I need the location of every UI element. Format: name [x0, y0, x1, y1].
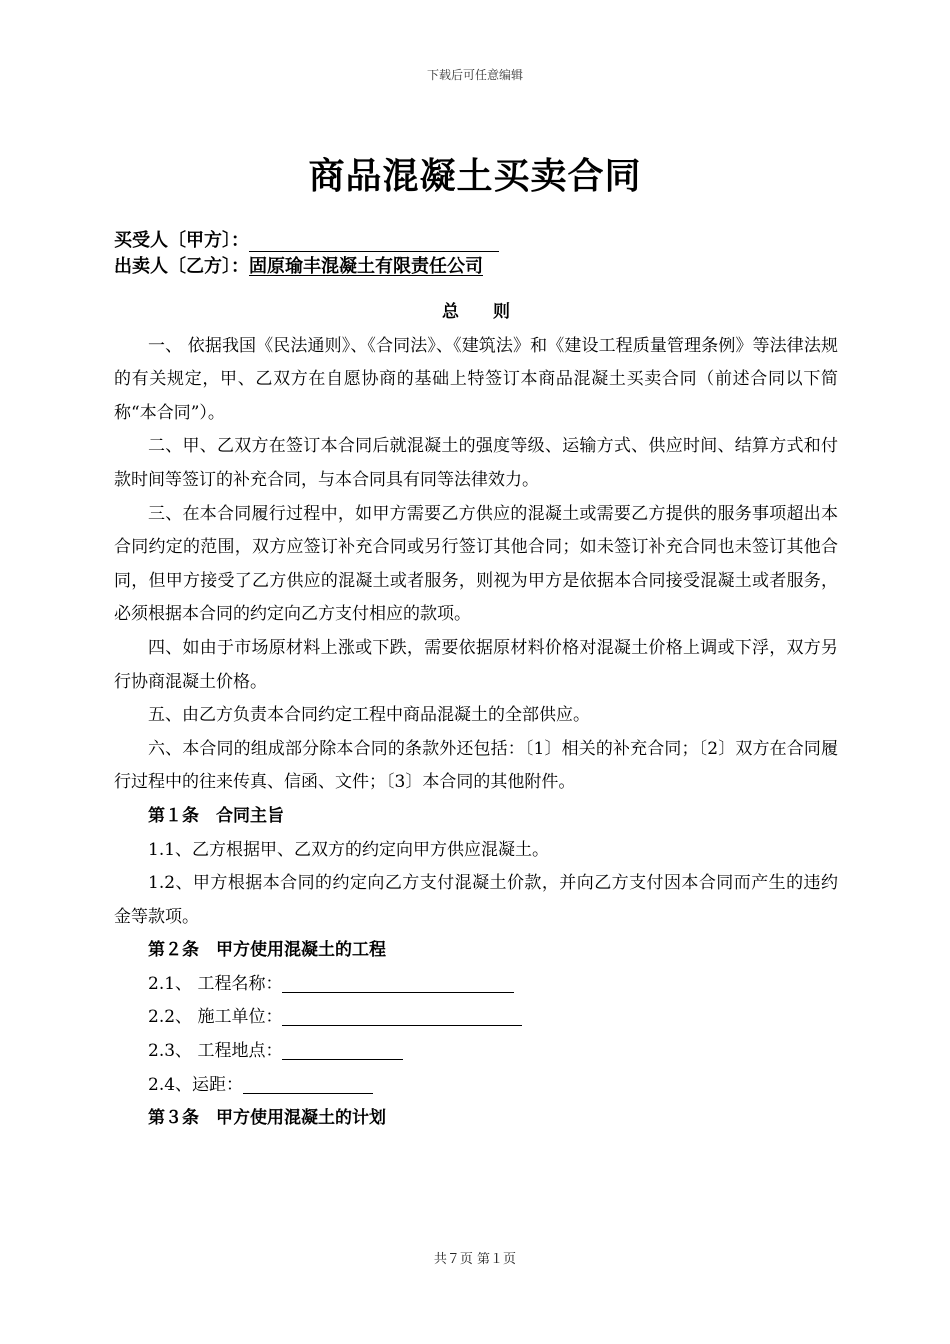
construction-unit-line: [114, 1001, 838, 1035]
general-clause-6: 六、本合同的组成部分除本合同的条款外还包括：〔1〕相关的补充合同；〔2〕双方在合同履行过程中的往来传真、信函、文件；〔3〕本合同的其他附件。: [114, 738, 838, 793]
buyer-line: [114, 226, 499, 252]
contract-body: [114, 296, 838, 1136]
seller-line: [114, 252, 483, 278]
article-1-title: 第１条 合同主旨: [148, 805, 284, 826]
buyer-blank: [249, 231, 499, 252]
general-clause-2: 二、甲、乙双方在签订本合同后就混凝土的强度等级、运输方式、供应时间、结算方式和付款时间等签订的补充合同，与本合同具有同等法律效力。: [114, 436, 838, 490]
article-1-item-1: 1.1、乙方根据甲、乙双方的约定向甲方供应混凝土。: [148, 839, 550, 860]
article-3-title: 第３条 甲方使用混凝土的计划: [148, 1108, 386, 1129]
buyer-label: 买受人〔甲方〕：: [114, 230, 249, 251]
page-footer: 共７页 第１页: [433, 1252, 517, 1267]
section-title: 总 则: [442, 302, 510, 322]
article-2-title: 第２条 甲方使用混凝土的工程: [148, 940, 386, 961]
document-title: 商品混凝土买卖合同: [308, 156, 642, 197]
distance-label: 2.4、运距：: [148, 1074, 244, 1095]
project-name-blank: [282, 972, 514, 993]
project-location-line: [114, 1035, 838, 1069]
project-location-label: 2.3、 工程地点：: [148, 1041, 283, 1062]
general-clause-5: 五、由乙方负责本合同约定工程中商品混凝土的全部供应。: [148, 705, 590, 726]
project-location-blank: [282, 1039, 403, 1060]
page-header: 下载后可任意编辑: [426, 68, 523, 82]
seller-name: 固原瑜丰混凝土有限责任公司: [249, 256, 483, 277]
seller-label: 出卖人〔乙方〕：: [114, 256, 249, 277]
general-clause-3: 三、在本合同履行过程中，如甲方需要乙方供应的混凝土或需要乙方提供的服务事项超出本合同约定的范围，双方应签订补充合同或另行签订其他合同；如未签订补充合同也未签订其他合同，但甲方接受了乙方供应的混凝土或者服务，则视为甲方是依据本合同接受混凝土或者服务，必须根据本合同的约定向乙方支付相应的款项。: [114, 503, 838, 625]
construction-unit-label: 2.2、 施工单位：: [148, 1007, 283, 1028]
project-name-label: 2.1、 工程名称：: [148, 973, 283, 994]
general-clause-1: 一、 依据我国《民法通则》、《合同法》、《建筑法》和《建设工程质量管理条例》等法律法规的有关规定，甲、乙双方在自愿协商的基础上特签订本商品混凝土买卖合同（前述合同以下简称“本合同”）。: [114, 335, 838, 423]
construction-unit-blank: [282, 1005, 522, 1026]
distance-line: [114, 1069, 838, 1103]
article-1-item-2: 1.2、甲方根据本合同的约定向乙方支付混凝土价款，并向乙方支付因本合同而产生的违约金等款项。: [114, 873, 838, 927]
project-name-line: [114, 968, 838, 1002]
general-clause-4: 四、如由于市场原材料上涨或下跌，需要依据原材料价格对混凝土价格上调或下浮，双方另行协商混凝土价格。: [114, 637, 838, 692]
distance-blank: [243, 1073, 373, 1094]
